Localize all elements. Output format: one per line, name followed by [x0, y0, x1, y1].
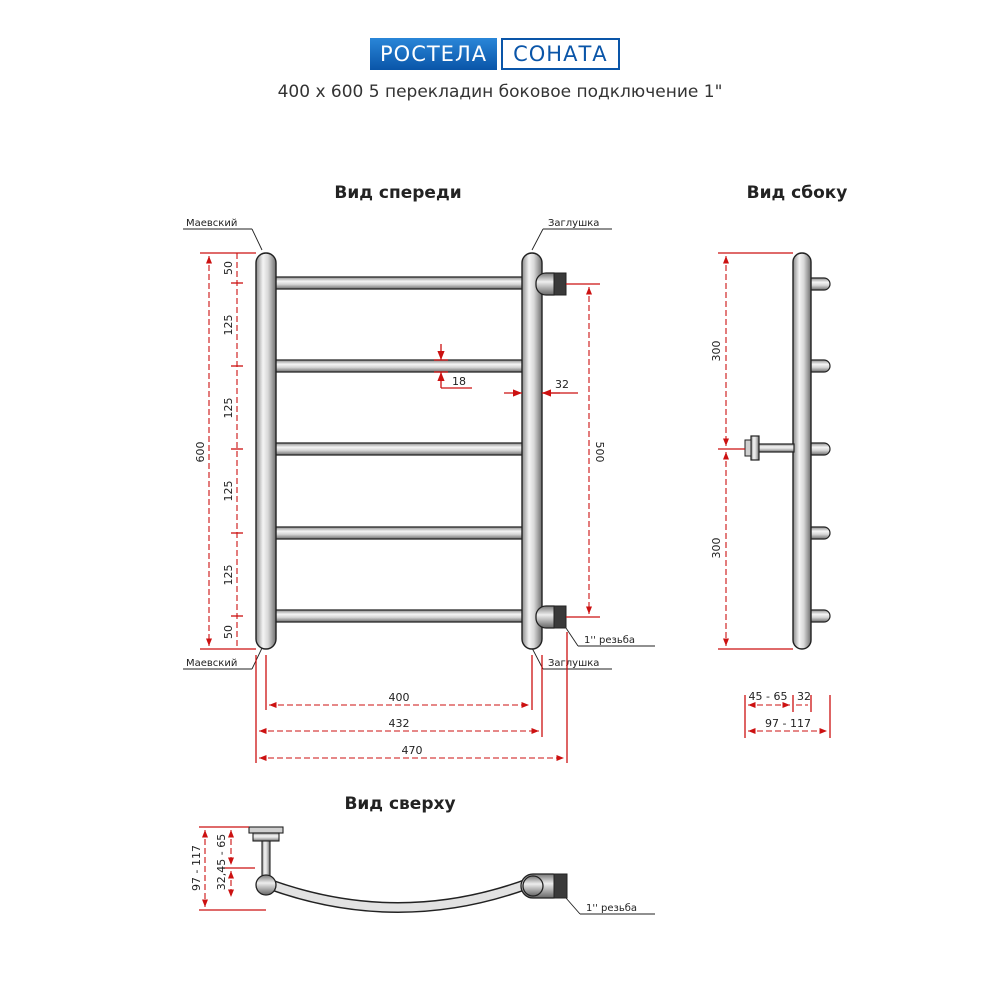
dim-600-label: 600: [194, 441, 207, 463]
top-left-pipe-end: [256, 875, 276, 895]
callout-top-left: [183, 218, 262, 250]
rung-5: [266, 610, 528, 622]
side-view-title: Вид сбоку: [746, 183, 848, 203]
top-view-title: Вид сверху: [344, 794, 456, 814]
dim-500-label: 500: [593, 441, 606, 463]
dim-segment-2: 125: [222, 314, 235, 336]
rung-2: [266, 360, 528, 372]
dim-total-height: [194, 253, 256, 649]
dim-segments: [222, 253, 243, 649]
callout-top-right: [532, 218, 612, 250]
dim-side-total-depth-label: 97 - 117: [765, 717, 811, 730]
dim-segment-4: 125: [222, 480, 235, 502]
side-view: [710, 183, 847, 738]
left-pipe: [256, 253, 276, 649]
callout-plug-bottom: Заглушка: [548, 658, 600, 669]
callout-mayevsky-top: Маевский: [186, 218, 238, 229]
dim-top-wall-offset-label: 32,45 - 65: [215, 833, 228, 891]
dim-side-pipe-depth-label: 32: [797, 690, 811, 703]
fitting-bottom: [536, 606, 566, 628]
callout-bottom-right: [532, 648, 612, 669]
dim-segment-3: 125: [222, 397, 235, 419]
rungs: [266, 277, 528, 622]
dim-side-wall-offset-label: 45 - 65: [748, 690, 788, 703]
callout-thread-top-label: 1'' резьба: [586, 903, 638, 914]
callout-plug-top: Заглушка: [548, 218, 600, 229]
fitting-top: [536, 273, 566, 295]
product-subtitle: 400 x 600 5 перекладин боковое подключение 1": [277, 82, 723, 102]
callout-thread-front-label: 1'' резьба: [584, 635, 636, 646]
side-pipe: [793, 253, 811, 649]
dim-segment-5: 125: [222, 564, 235, 586]
dim-32-label: 32: [555, 378, 569, 391]
top-wall-mount: [249, 827, 283, 877]
top-rung: [266, 883, 530, 908]
dim-segment-1: 50: [222, 261, 235, 275]
front-view: [183, 183, 655, 763]
front-view-title: Вид спереди: [334, 183, 462, 203]
dim-horizontal: [256, 632, 567, 763]
callout-thread-front: [566, 628, 655, 646]
callout-thread-top: [566, 898, 655, 914]
rung-1: [266, 277, 528, 289]
top-view: [190, 794, 655, 914]
dim-side-lower-label: 300: [710, 537, 723, 559]
right-pipe: [522, 253, 542, 649]
callout-mayevsky-bottom: Маевский: [186, 658, 238, 669]
brand-name: РОСТЕЛА: [370, 38, 497, 70]
side-horizontal-dims: [745, 690, 830, 738]
side-wall-mount: [745, 436, 794, 460]
dim-400-label: 400: [388, 691, 410, 704]
dim-470-label: 470: [401, 744, 423, 757]
dim-segment-6: 50: [222, 625, 235, 639]
rung-4: [266, 527, 528, 539]
dim-connection-distance: [566, 284, 606, 617]
top-right-fitting: [521, 874, 567, 898]
rung-3: [266, 443, 528, 455]
dim-432-label: 432: [388, 717, 410, 730]
dim-top-total-depth-label: 97 - 117: [190, 845, 203, 891]
dim-side-upper-label: 300: [710, 340, 723, 362]
model-name: СОНАТА: [501, 38, 620, 70]
callout-bottom-left: [183, 648, 262, 669]
dim-18-label: 18: [452, 375, 466, 388]
